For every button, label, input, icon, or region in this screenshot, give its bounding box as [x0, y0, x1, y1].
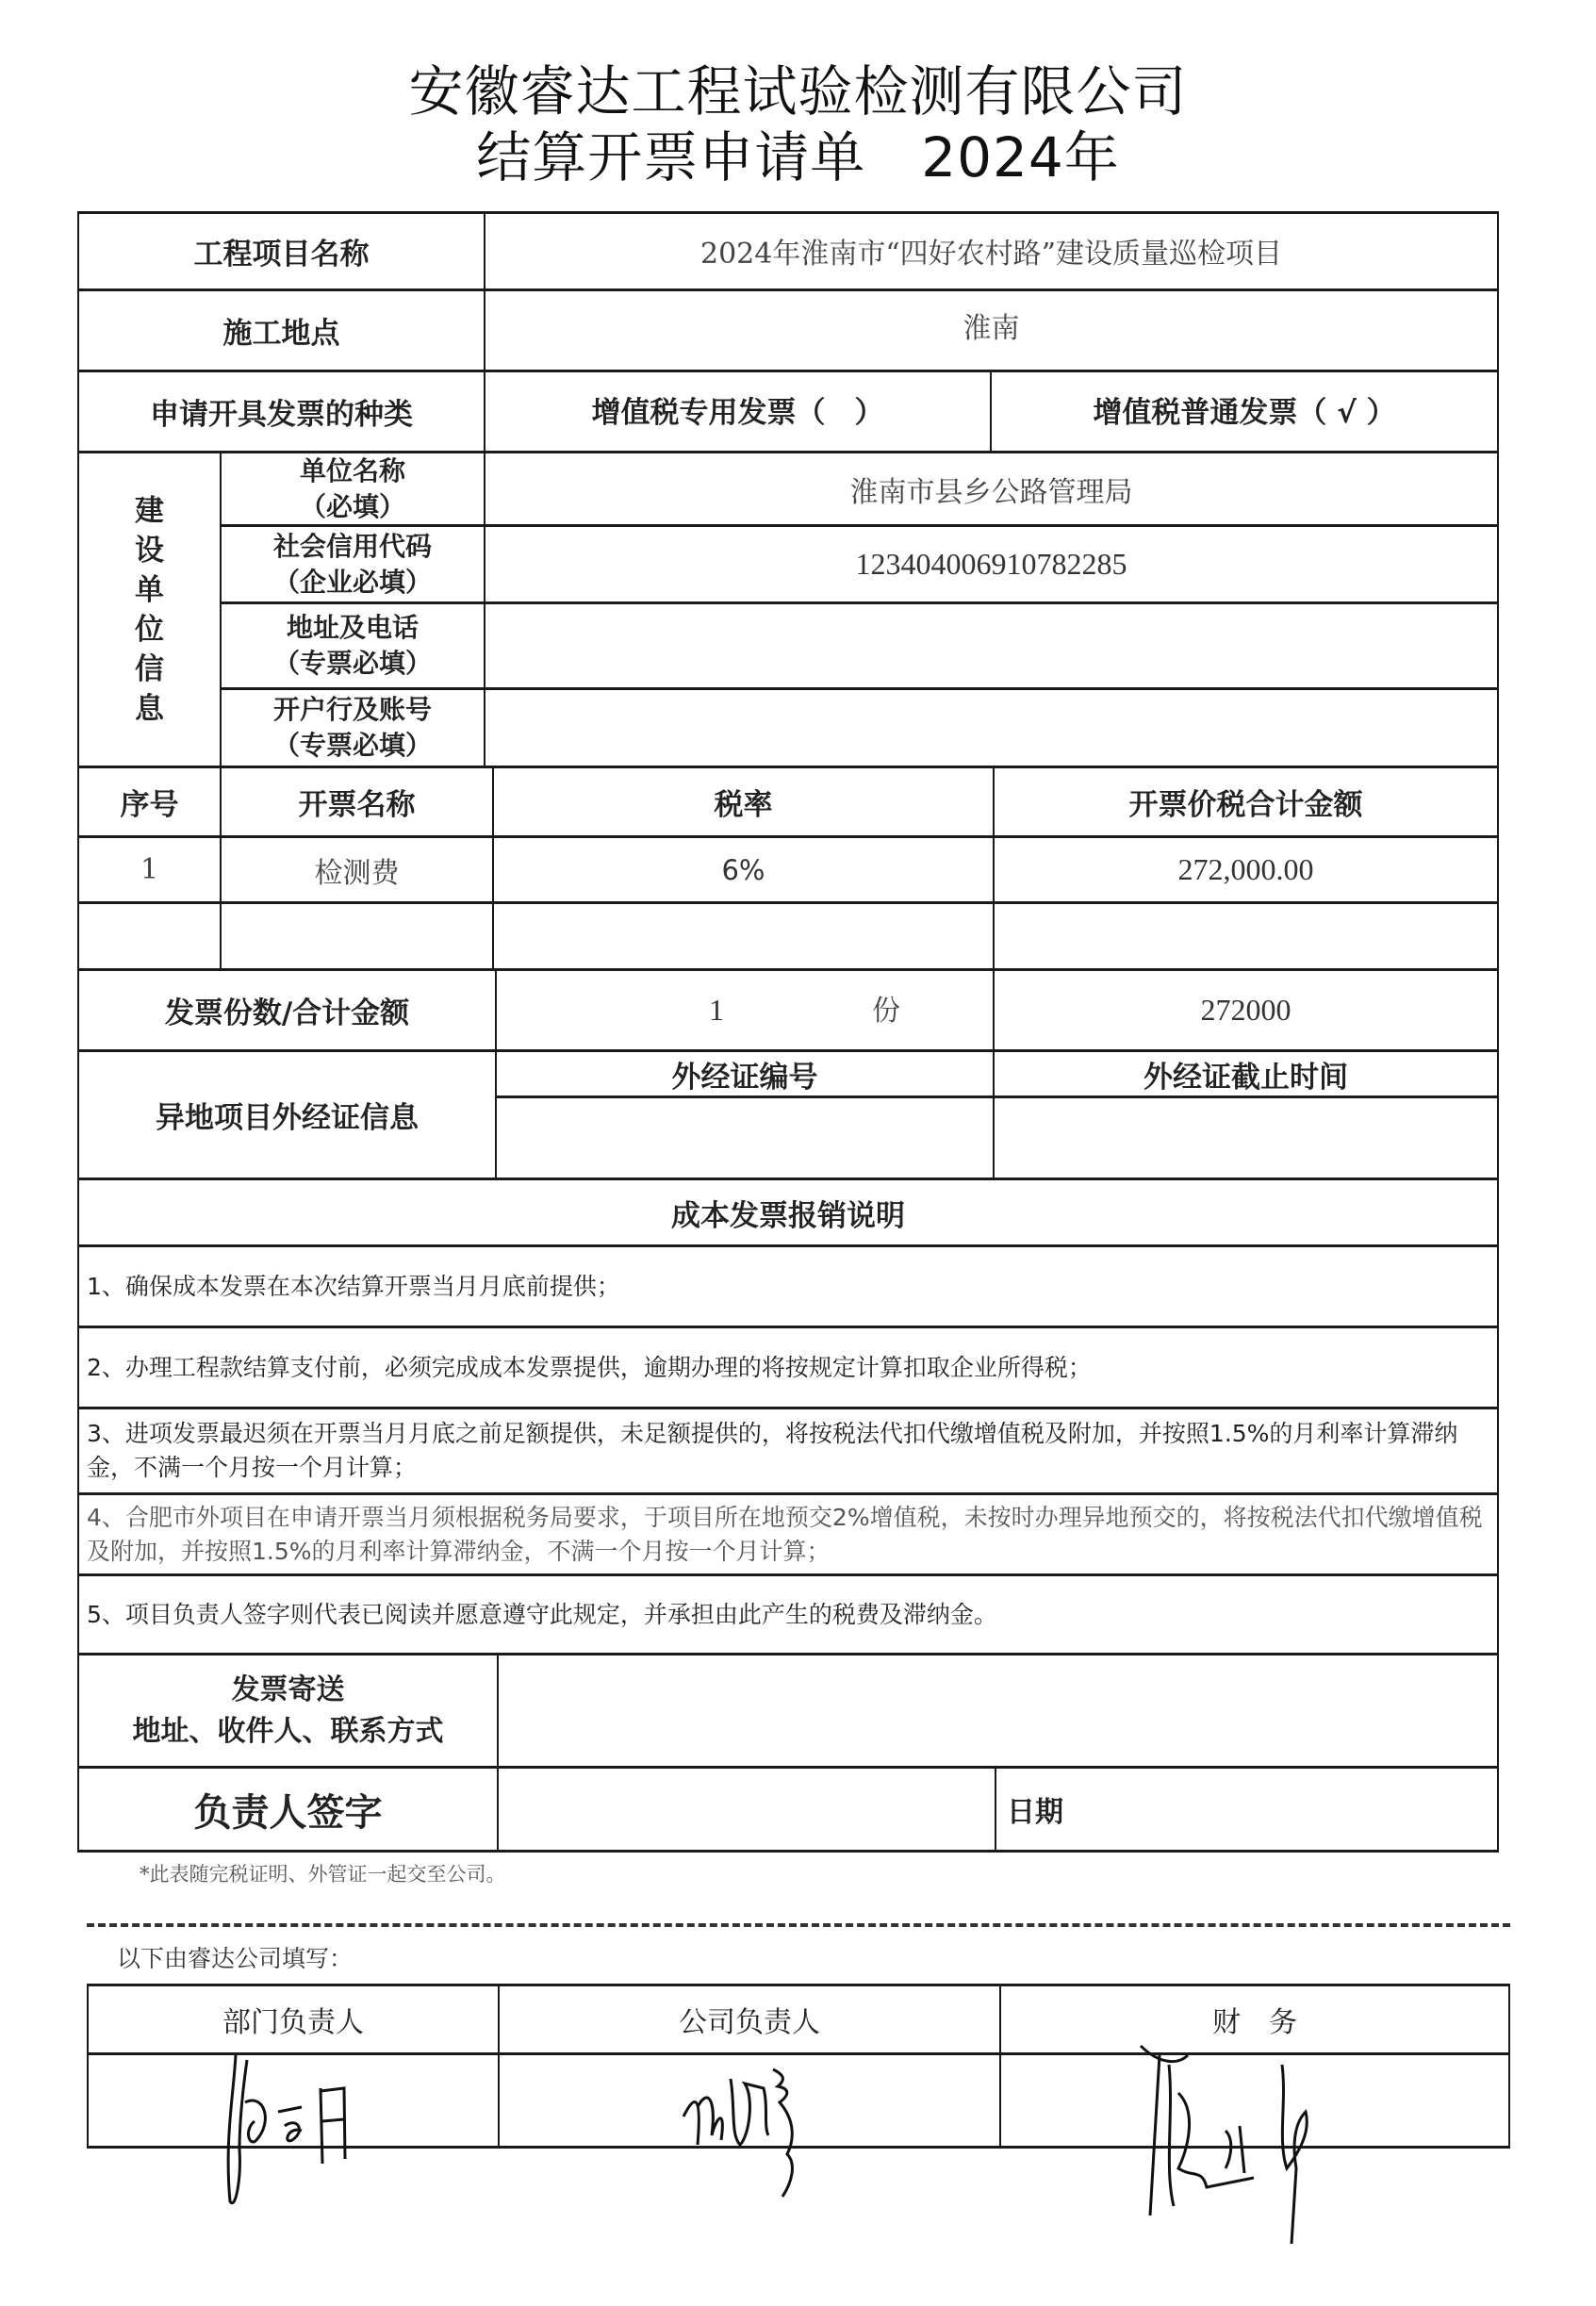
- date-label: 日期: [1007, 1796, 1063, 1829]
- col-header-amount: 开票价税合计金额: [1128, 788, 1363, 822]
- company-head-signature: [674, 2051, 863, 2211]
- col-header-tax-rate: 税率: [714, 788, 773, 822]
- date-field[interactable]: [1122, 1769, 1497, 1850]
- note-item: 5、项目负责人签字则代表已阅读并愿意遵守此规定，并承担由此产生的税费及滞纳金。: [87, 1600, 997, 1628]
- company-head-label: 公司负责人: [679, 2006, 820, 2039]
- invoice-count-unit: 份: [872, 995, 900, 1028]
- client-name-value[interactable]: 淮南市县乡公路管理局: [849, 475, 1133, 509]
- credit-code-value[interactable]: 123404006910782285: [855, 547, 1127, 581]
- totals-label: 发票份数/合计金额: [164, 997, 410, 1030]
- item-amount[interactable]: [995, 904, 1497, 968]
- general-invoice-checkbox[interactable]: （ √ ）: [1297, 395, 1396, 430]
- address-phone-label: [222, 604, 484, 687]
- client-name-label-text: 单位名称: [299, 454, 405, 486]
- mailing-label-line1: 发票寄送: [231, 1672, 345, 1706]
- client-name-label: [222, 453, 484, 524]
- client-name-required-note: （必填）: [299, 490, 405, 522]
- mailing-label-line2: 地址、收件人、联系方式: [132, 1714, 444, 1748]
- client-info-group-label: [79, 453, 220, 766]
- item-tax-rate[interactable]: [494, 904, 993, 968]
- signer-label: 负责人签字: [193, 1790, 383, 1835]
- cert-expiry-label: 外经证截止时间: [1144, 1060, 1348, 1095]
- special-invoice-label: 增值税专用发票: [591, 395, 797, 430]
- dept-head-signature: [207, 2036, 396, 2225]
- site-value[interactable]: 淮南: [963, 312, 1020, 345]
- company-title: 安徽睿达工程试验检测有限公司: [408, 59, 1188, 124]
- cert-expiry-field[interactable]: [995, 1098, 1497, 1178]
- credit-code-required-note: （企业必填）: [272, 566, 432, 598]
- site-label: 施工地点: [222, 317, 340, 351]
- finance-signature: [1122, 2036, 1367, 2253]
- finance-label: 财 务: [1212, 2006, 1297, 2039]
- footnote: *此表随完税证明、外管证一起交至公司。: [140, 1863, 506, 1886]
- cut-line-divider: [87, 1923, 1510, 1927]
- rule: [77, 1850, 1499, 1853]
- invoice-type-label: 申请开具发票的种类: [150, 398, 413, 432]
- bank-account-value[interactable]: [485, 690, 1497, 766]
- client-info-group-text: 建设单位信息: [135, 493, 164, 726]
- note-item: 2、办理工程款结算支付前，必须完成成本发票提供，逾期办理的将按规定计算扣取企业所得税；: [87, 1353, 1092, 1381]
- cert-number-field[interactable]: [497, 1098, 993, 1178]
- credit-code-label: [222, 527, 484, 601]
- cert-number-label: 外经证编号: [671, 1060, 818, 1095]
- out-of-town-label: 异地项目外经证信息: [156, 1101, 419, 1135]
- invoice-count-value[interactable]: 1: [709, 993, 724, 1027]
- special-invoice-option[interactable]: [485, 372, 990, 446]
- item-no[interactable]: 1: [140, 853, 159, 886]
- special-invoice-checkbox[interactable]: （ ）: [796, 395, 884, 430]
- item-amount[interactable]: 272,000.00: [1177, 852, 1314, 886]
- rule-v: [995, 1766, 996, 1850]
- item-tax-rate[interactable]: 6%: [721, 853, 765, 886]
- item-name[interactable]: [222, 904, 492, 968]
- address-phone-required-note: （专票必填）: [272, 648, 432, 679]
- note-item: 1、确保成本发票在本次结算开票当月月底前提供；: [87, 1272, 620, 1300]
- signer-field[interactable]: [499, 1769, 995, 1850]
- item-name[interactable]: 检测费: [314, 856, 400, 890]
- general-invoice-option[interactable]: [992, 372, 1497, 446]
- note-item: 3、进项发票最迟须在开票当月月底之前足额提供，未足额提供的，将按税法代扣代缴增值税及附加，并按照1.5%的月利率计算滞纳金，不满一个月按一个月计算；: [87, 1420, 1458, 1481]
- address-phone-value[interactable]: [485, 604, 1497, 687]
- item-no[interactable]: [79, 904, 220, 968]
- project-name-value[interactable]: 2024年淮南市“四好农村路”建设质量巡检项目: [699, 238, 1283, 271]
- dept-head-label: 部门负责人: [222, 2006, 364, 2039]
- project-name-label: 工程项目名称: [193, 237, 370, 272]
- address-phone-label-text: 地址及电话: [286, 612, 419, 643]
- bank-account-label-text: 开户行及账号: [272, 694, 432, 725]
- rule-v: [1508, 1984, 1510, 2148]
- bank-account-label: [222, 690, 484, 766]
- credit-code-label-text: 社会信用代码: [272, 530, 432, 562]
- bank-account-required-note: （专票必填）: [272, 730, 432, 761]
- table-border-right: [1497, 211, 1499, 1852]
- mailing-field[interactable]: [499, 1655, 1497, 1766]
- general-invoice-label: 增值税普通发票: [1093, 395, 1298, 430]
- col-header-item-name: 开票名称: [298, 788, 416, 822]
- form-title: 结算开票申请单 2024年: [476, 125, 1120, 189]
- note-item: 4、合肥市外项目在申请开票当月须根据税务局要求，于项目所在地预交2%增值税，未按时办理异地预交的，将按税法代扣代缴增值税及附加，并按照1.5%的月利率计算滞纳金，不满一个月按一个月计算；: [87, 1503, 1483, 1565]
- total-amount-value[interactable]: 272000: [1200, 993, 1292, 1027]
- mailing-label: [79, 1655, 497, 1766]
- internal-section-intro: 以下由睿达公司填写：: [117, 1945, 354, 1972]
- col-header-no: 序号: [120, 788, 179, 822]
- notes-heading: 成本发票报销说明: [671, 1198, 905, 1233]
